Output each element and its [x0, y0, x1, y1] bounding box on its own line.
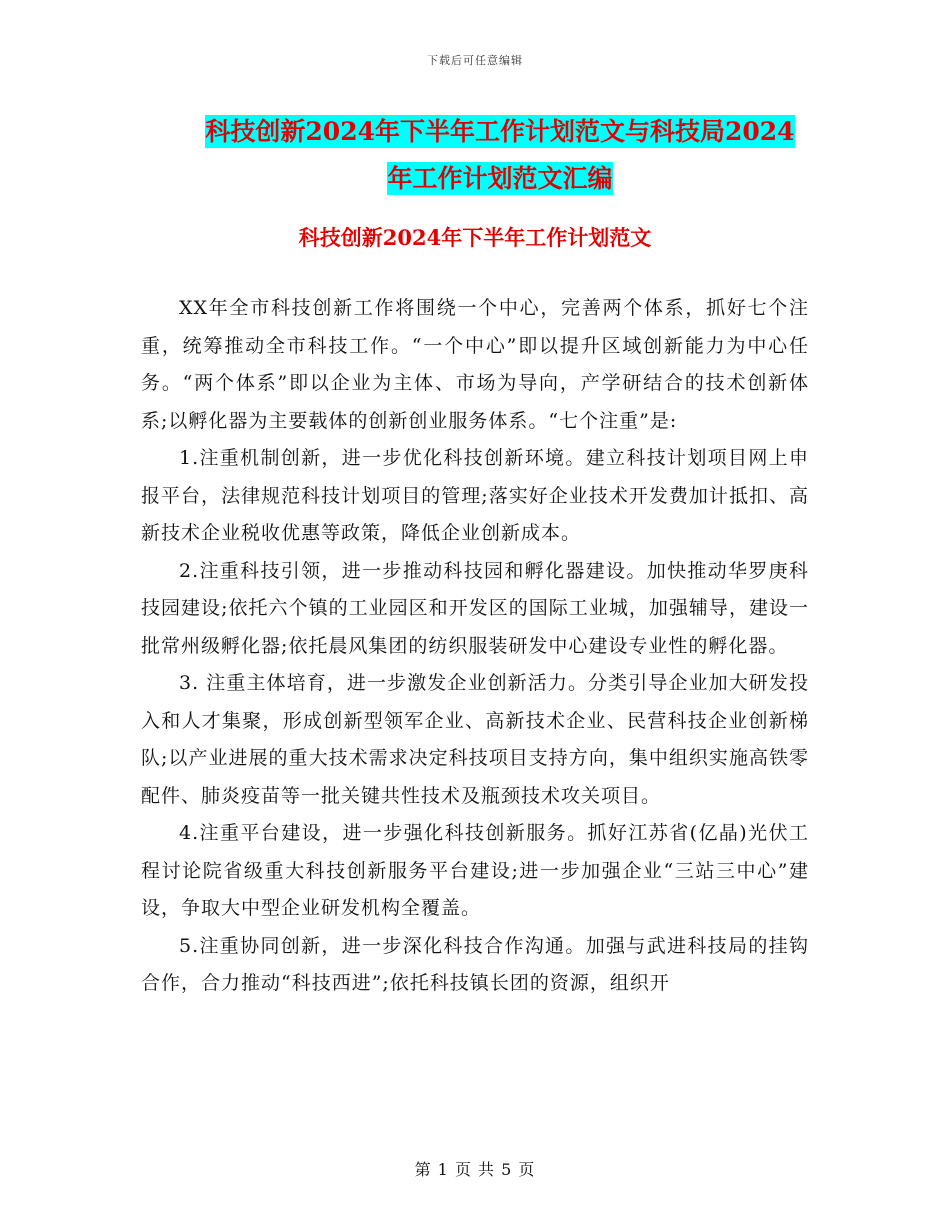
paragraph-item-5: 5.注重协同创新，进一步深化科技合作沟通。加强与武进科技局的挂钩合作，合力推动“科技西进”;依托科技镇长团的资源，组织开 — [141, 934, 809, 994]
main-title-line-2: 年工作计划范文汇编 — [387, 164, 613, 193]
paragraph-item-4: 4.注重平台建设，进一步强化科技创新服务。抓好江苏省(亿晶)光伏工程讨论院省级重大科技创新服务平台建设;进一步加强企业“三站三中心”建设，争取大中型企业研发机构全覆盖。 — [141, 822, 809, 919]
header-note: 下载后可任意编辑 — [427, 54, 523, 67]
paragraph-item-2: 2.注重科技引领，进一步推动科技园和孵化器建设。加快推动华罗庚科技园建设;依托六个镇的工业园区和开发区的国际工业城，加强辅导，建设一批常州级孵化器;依托晨风集团的纺织服装研发中心建设专业性的孵化器。 — [141, 559, 809, 657]
paragraph-intro: XX年全市科技创新工作将围绕一个中心，完善两个体系，抓好七个注重，统筹推动全市科技工作。“一个中心”即以提升区域创新能力为中心任务。“两个体系”即以企业为主体、市场为导向，产学研结合的技术创新体系;以孵化器为主要载体的创新创业服务体系。“七个注重”是: — [141, 297, 809, 432]
page-footer — [0, 1157, 950, 1180]
main-title — [140, 108, 860, 202]
body-text — [141, 290, 809, 1003]
paragraph-item-1: 1.注重机制创新，进一步优化科技创新环境。建立科技计划项目网上申报平台，法律规范科技计划项目的管理;落实好企业技术开发费加计抵扣、高新技术企业税收优惠等政策，降低企业创新成本。 — [141, 447, 809, 544]
page-number: 第 1 页 共 5 页 — [414, 1160, 536, 1179]
section-title: 科技创新2024年下半年工作计划范文 — [298, 225, 652, 250]
paragraph-item-3: 3. 注重主体培育，进一步激发企业创新活力。分类引导企业加大研发投入和人才集聚，形成创新型领军企业、高新技术企业、民营科技企业创新梯队;以产业进展的重大技术需求决定科技项目支持方向，集中组织实施高铁零配件、肺炎疫苗等一批关键共性技术及瓶颈技术攻关项目。 — [141, 672, 809, 807]
main-title-line-1: 科技创新2024年下半年工作计划范文与科技局2024 — [205, 117, 795, 146]
